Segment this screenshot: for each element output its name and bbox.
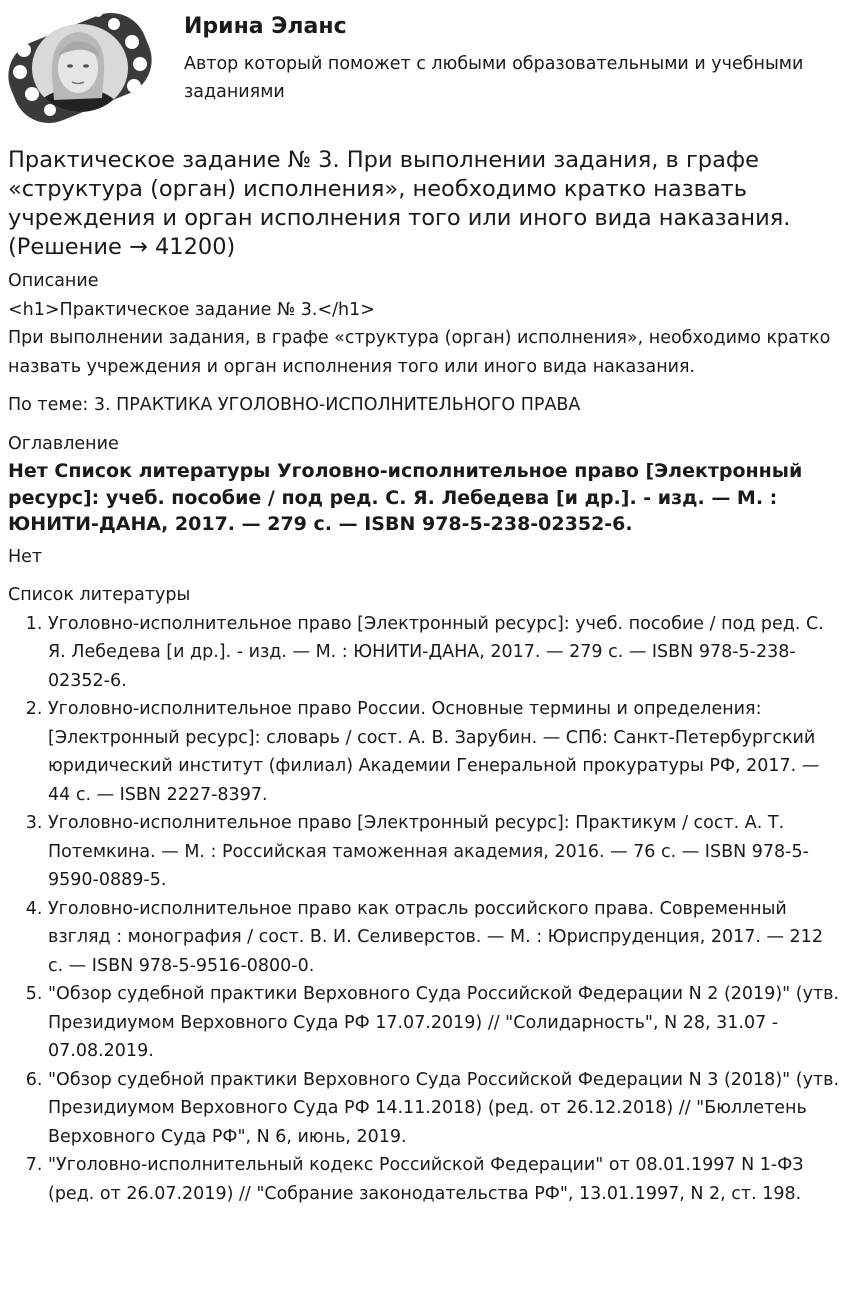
literature-label: Список литературы (8, 585, 191, 605)
author-name[interactable]: Ирина Эланс (184, 14, 347, 39)
author-card (0, 0, 847, 130)
literature-item: 1. Уголовно-исполнительное право [Электронный ресурс]: учеб. пособие / под ред. С. Я. Лебедева [и др.]. - изд. — М. : ЮНИТИ-ДАНА, 2017. — 279 с. — ISBN 978-5-238-02352-6. (48, 610, 840, 696)
description-heading: <h1>Практическое задание № 3.</h1> (8, 299, 375, 320)
description-text: При выполнении задания, в графе «структура (орган) исполнения», необходимо кратко назвать учреждения и орган исполнения того или иного вида наказания. (8, 328, 831, 377)
description-label: Описание (8, 271, 99, 291)
task-title: Практическое задание № 3. При выполнении задания, в графе «структура (орган) исполнения», необходимо кратко назвать учреждения и орган исполнения того или иного вида наказания. (Решение → 41200) (8, 147, 791, 260)
author-avatar[interactable] (6, 6, 154, 126)
literature-item: 5. "Обзор судебной практики Верховного Суда Российской Федерации N 2 (2019)" (утв. Президиумом Верховного Суда РФ 17.07.2019) // "Солидарность", N 28, 31.07 - 07.08.2019. (48, 980, 840, 1066)
toc-label: Оглавление (8, 433, 119, 454)
literature-item: 4. Уголовно-исполнительное право как отрасль российского права. Современный взгляд : монография / сост. В. И. Селиверстов. — М. : Юриспруденция, 2017. — 212 с. — ISBN 978-5-9516-0800-0. (48, 895, 840, 981)
topic-link[interactable]: По теме: 3. ПРАКТИКА УГОЛОВНО-ИСПОЛНИТЕЛЬНОГО ПРАВА (8, 395, 581, 415)
literature-item: 3. Уголовно-исполнительное право [Электронный ресурс]: Практикум / сост. А. Т. Потемкина. — М. : Российская таможенная академия, 2016. — 76 с. — ISBN 978-5-9590-0889-5. (48, 809, 840, 895)
toc-text: Нет Список литературы Уголовно-исполнительное право [Электронный ресурс]: учеб. пособие / под ред. С. Я. Лебедева [и др.]. - изд. — М. : ЮНИТИ-ДАНА, 2017. — 279 с. — ISBN 978-5-238-02352-6. (8, 460, 803, 535)
literature-item: 2. Уголовно-исполнительное право России. Основные термины и определения: [Электронный ресурс]: словарь / сост. А. В. Зарубин. — СПб: Санкт-Петербургский юридический институт (филиал) Академии Генеральной прокуратуры РФ, 2017. — 44 с. — ISBN 2227-8397. (48, 695, 840, 809)
task-content (8, 146, 840, 1208)
literature-list (8, 610, 840, 1209)
no-text: Нет (8, 546, 43, 567)
literature-item: 6. "Обзор судебной практики Верховного Суда Российской Федерации N 3 (2018)" (утв. Президиумом Верховного Суда РФ 14.11.2018) (ред. от 26.12.2018) // "Бюллетень Верховного Суда РФ", N 6, июнь, 2019. (48, 1066, 840, 1152)
author-description: Автор который поможет с любыми образовательными и учебными заданиями (184, 54, 804, 102)
literature-item: 7. "Уголовно-исполнительный кодекс Российской Федерации" от 08.01.1997 N 1-ФЗ (ред. от 26.07.2019) // "Собрание законодательства РФ", 13.01.1997, N 2, ст. 198. (48, 1151, 840, 1208)
